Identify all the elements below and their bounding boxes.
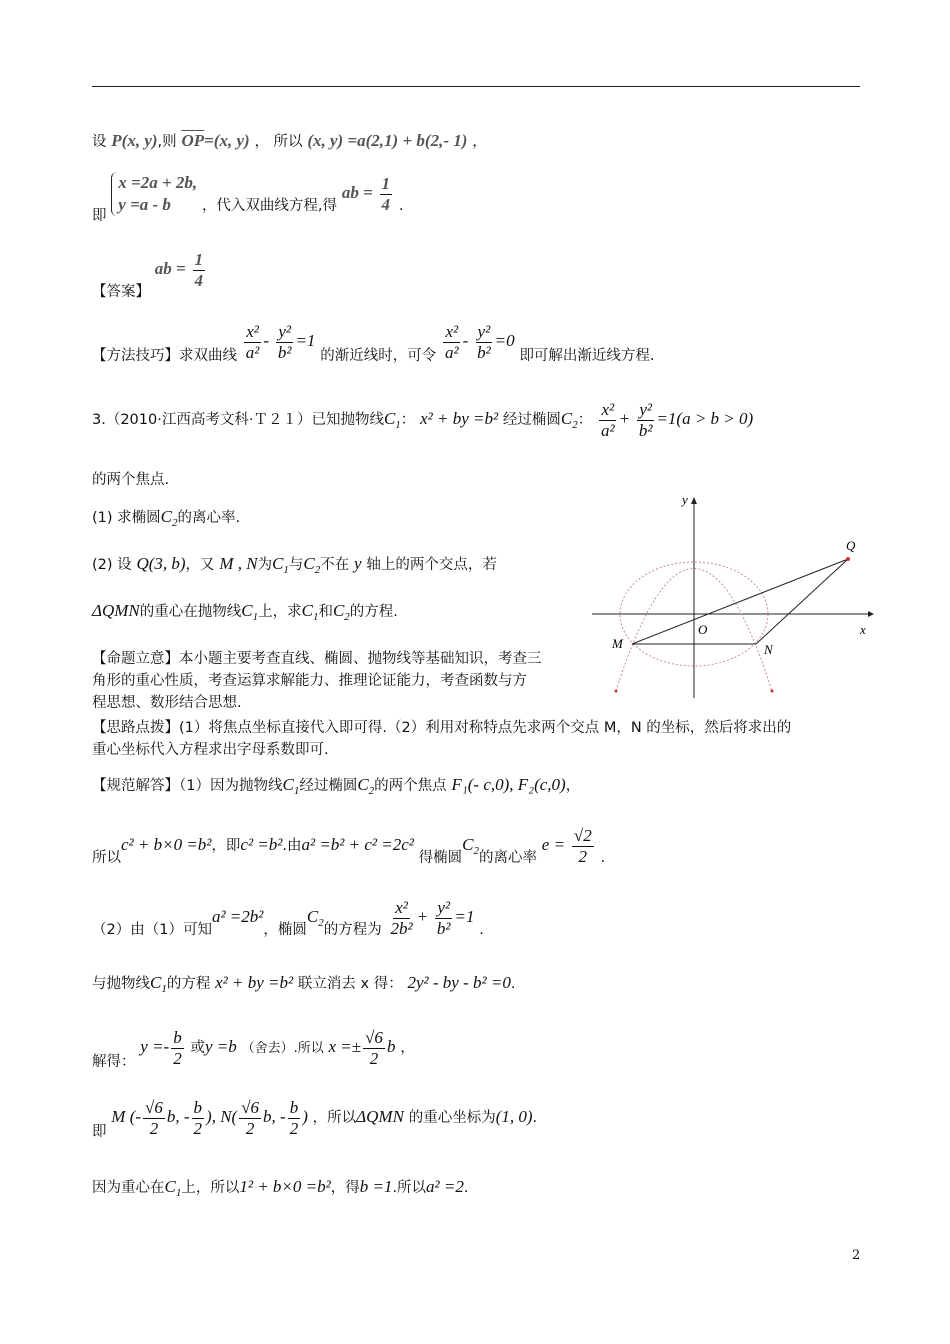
solution-line-5: 解得： y =- $\frac{b}{2}$ 或y =b （舍去）.所以 x =± $\frac{√6}{2}$ b ， <box>92 1028 415 1071</box>
segment-NQ <box>756 559 848 644</box>
question-2-line1: (2) 设 Q(3, b)，又 M , N为$C_1$与$C_2$不在 y 轴上的两个交点，若 <box>92 554 497 576</box>
question-2-line2: ΔQMN的重心在抛物线$C_1$上，求$C_1$和$C_2$的方程. <box>92 601 398 623</box>
line-op-vector: 设 P(x, y),则 $\overline{OP}=(x$, y) ， 所以 (x, y) =a(2,1) + b(2,- 1) ， <box>92 131 487 150</box>
solution-line-7: 因为重心在$C_1$上，所以1² + b×0 =b²，得b =1.所以a² =2. <box>92 1177 469 1199</box>
problem3-statement: 3.（2010·江西高考文科·Ｔ２１）已知抛物线$C_1$： x² + by =b² 经过椭圆$C_2$： $\frac{\text{x²}}{\text{a²}}$ + $\frac{\text{y²}}{\text{b²}}$ =1(a > b > 0) <box>92 400 754 440</box>
point-Q <box>846 557 850 561</box>
label-Q: Q <box>846 538 856 553</box>
hint-paragraph: 【思路点拨】(1）将焦点坐标直接代入即可得.（2）利用对称特点先求两个交点 M，N 的坐标，然后将求出的 重心坐标代入方程求出字母系数即可. <box>92 720 792 758</box>
page-number: 2 <box>852 1248 861 1263</box>
solution-line-1: 【规范解答】（1）因为抛物线$C_1$经过椭圆$C_2$的两个焦点 F₁(- c,0), F₂(c,0)， <box>92 775 581 797</box>
problem3-foci: 的两个焦点. <box>92 472 170 488</box>
method-line: 【方法技巧】求双曲线 $\frac{\text{x²}}{\text{a²}}$ - $\frac{\text{y²}}{\text{b²}}$ =1 的渐近线时，可令 $\frac{\text{x²}}{\text{a²}}$ - $\frac{\text{y²}}{\text{b²}}$ =0 即可解出渐近线方程. <box>92 322 655 365</box>
label-M: M <box>612 636 623 651</box>
intent-paragraph: 【命题立意】本小题主要考查直线、椭圆、抛物线等基础知识，考查三 角形的重心性质，考查运算求解能力、推理论证能力，考查函数与方 程思想、数形结合思想. <box>92 651 542 711</box>
header-rule <box>92 86 860 87</box>
parabola-end-left <box>615 690 618 693</box>
y-axis-arrow <box>691 497 697 504</box>
solution-line-4: 与抛物线$C_1$的方程 x² + by =b² 联立消去 x 得： 2y² - by - b² =0. <box>92 973 516 995</box>
line-system: 即 x =2a + 2b, y =a - b ，代入双曲线方程,得 ab = $\frac{1}{4}$ . <box>92 173 404 225</box>
segment-MQ <box>632 559 848 644</box>
geometry-figure <box>588 488 878 704</box>
solution-line-2: 所以c² + b×0 =b²，即c² =b².由a² =b² + c² =2c² 得椭圆$C_2$的离心率 e = $\frac{√2}{2}$ . <box>92 826 606 867</box>
x-axis-arrow <box>868 611 874 617</box>
question-1: (1) 求椭圆$C_2$的离心率. <box>92 507 241 529</box>
parabola-end-right <box>771 690 774 693</box>
label-N: N <box>764 642 773 657</box>
label-origin: O <box>698 622 708 637</box>
solution-line-6: 即 M (- $\frac{√6}{2}$ b, - $\frac{b}{2}$ ), N( $\frac{√6}{2}$ b, - $\frac{b}{2}$ ) ，所以ΔQMN 的重心坐标为(1, 0). <box>92 1098 538 1141</box>
label-y: y <box>682 492 688 507</box>
equation-system: x =2a + 2b, y =a - b <box>111 172 197 216</box>
solution-line-3: （2）由（1）可知a² =2b²，椭圆$C_2$的方程为 $\frac{\text{x²}}{\text{2b²}}$ + $\frac{\text{y²}}{\text{b²}}$ =1 . <box>92 898 484 939</box>
answer-line: 【答案】 ab = $\frac{1}{4}$ <box>92 250 203 301</box>
label-x: x <box>860 622 866 637</box>
